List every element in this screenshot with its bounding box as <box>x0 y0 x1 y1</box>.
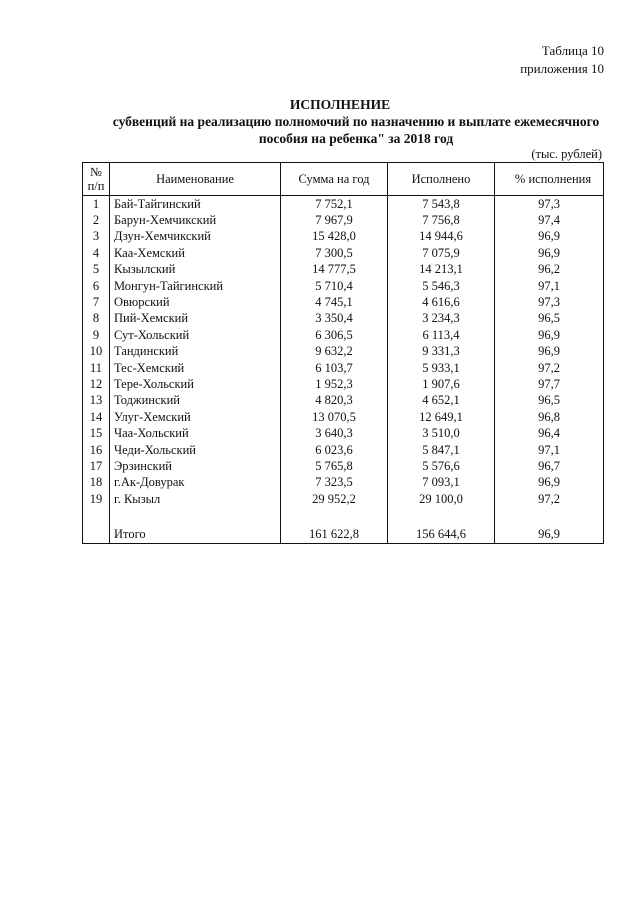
row-number: 8 <box>83 311 110 327</box>
table-row <box>83 393 604 409</box>
row-name: Монгун-Тайгинский <box>110 278 281 294</box>
table-row <box>83 409 604 425</box>
row-name: Барун-Хемчикский <box>110 212 281 228</box>
table-header-row <box>83 163 604 196</box>
total-name: Итого <box>110 525 281 544</box>
row-percent: 96,9 <box>495 327 604 343</box>
table-row <box>83 425 604 441</box>
row-number: 4 <box>83 245 110 261</box>
row-name: Бай-Тайгинский <box>110 196 281 213</box>
row-percent: 96,5 <box>495 393 604 409</box>
row-number: 10 <box>83 344 110 360</box>
table-row <box>83 458 604 474</box>
row-percent: 96,5 <box>495 311 604 327</box>
row-percent: 97,2 <box>495 491 604 507</box>
row-number: 13 <box>83 393 110 409</box>
row-sum: 7 752,1 <box>281 196 388 213</box>
row-executed: 7 093,1 <box>388 475 495 491</box>
row-number: 3 <box>83 229 110 245</box>
table-row <box>83 212 604 228</box>
document-subtitle-line2: пособия на ребенка" за 2018 год <box>258 131 454 146</box>
spacer-cell <box>110 507 281 525</box>
row-sum: 14 777,5 <box>281 262 388 278</box>
table-row <box>83 278 604 294</box>
row-executed: 7 075,9 <box>388 245 495 261</box>
row-executed: 14 213,1 <box>388 262 495 278</box>
row-name: Тоджинский <box>110 393 281 409</box>
total-percent: 96,9 <box>495 525 604 544</box>
row-name: Овюрский <box>110 294 281 310</box>
table-body <box>83 196 604 544</box>
row-percent: 96,9 <box>495 475 604 491</box>
row-executed: 6 113,4 <box>388 327 495 343</box>
row-name: Тес-Хемский <box>110 360 281 376</box>
header-number <box>83 163 110 196</box>
row-sum: 6 103,7 <box>281 360 388 376</box>
row-number: 14 <box>83 409 110 425</box>
row-executed: 5 933,1 <box>388 360 495 376</box>
row-executed: 3 510,0 <box>388 425 495 441</box>
row-name: Тере-Хольский <box>110 376 281 392</box>
row-name: г. Кызыл <box>110 491 281 507</box>
row-sum: 5 710,4 <box>281 278 388 294</box>
row-number: 19 <box>83 491 110 507</box>
execution-table <box>82 162 604 544</box>
table-row <box>83 229 604 245</box>
row-sum: 6 023,6 <box>281 442 388 458</box>
total-executed: 156 644,6 <box>388 525 495 544</box>
row-sum: 7 967,9 <box>281 212 388 228</box>
row-percent: 96,2 <box>495 262 604 278</box>
row-executed: 4 652,1 <box>388 393 495 409</box>
row-executed: 5 847,1 <box>388 442 495 458</box>
row-percent: 96,4 <box>495 425 604 441</box>
row-name: Эрзинский <box>110 458 281 474</box>
row-sum: 7 300,5 <box>281 245 388 261</box>
spacer-cell <box>495 507 604 525</box>
row-name: Кызылский <box>110 262 281 278</box>
row-percent: 96,8 <box>495 409 604 425</box>
table-row <box>83 475 604 491</box>
row-sum: 13 070,5 <box>281 409 388 425</box>
row-percent: 96,7 <box>495 458 604 474</box>
row-executed: 3 234,3 <box>388 311 495 327</box>
row-number: 12 <box>83 376 110 392</box>
table-row <box>83 442 604 458</box>
row-number: 5 <box>83 262 110 278</box>
document-title: ИСПОЛНЕНИЕ <box>289 97 391 112</box>
total-number <box>83 525 110 544</box>
header-sum: Сумма на год <box>281 163 388 196</box>
table-row <box>83 311 604 327</box>
row-number: 1 <box>83 196 110 213</box>
row-executed: 12 649,1 <box>388 409 495 425</box>
table-reference: Таблица 10 <box>541 43 604 58</box>
row-name: Улуг-Хемский <box>110 409 281 425</box>
row-sum: 5 765,8 <box>281 458 388 474</box>
row-name: Чеди-Хольский <box>110 442 281 458</box>
row-sum: 7 323,5 <box>281 475 388 491</box>
spacer-cell <box>388 507 495 525</box>
row-number: 16 <box>83 442 110 458</box>
total-row <box>83 525 604 544</box>
row-sum: 4 820,3 <box>281 393 388 409</box>
row-sum: 3 640,3 <box>281 425 388 441</box>
row-name: Каа-Хемский <box>110 245 281 261</box>
row-sum: 29 952,2 <box>281 491 388 507</box>
row-sum: 4 745,1 <box>281 294 388 310</box>
header-name: Наименование <box>110 163 281 196</box>
row-percent: 97,2 <box>495 360 604 376</box>
table-row <box>83 294 604 310</box>
header-number-abbr: п/п <box>87 179 105 193</box>
header-executed: Исполнено <box>388 163 495 196</box>
row-number: 17 <box>83 458 110 474</box>
row-executed: 9 331,3 <box>388 344 495 360</box>
row-executed: 5 576,6 <box>388 458 495 474</box>
table-row <box>83 245 604 261</box>
spacer-row <box>83 507 604 525</box>
row-sum: 15 428,0 <box>281 229 388 245</box>
row-name: Тандинский <box>110 344 281 360</box>
table-row <box>83 360 604 376</box>
row-sum: 9 632,2 <box>281 344 388 360</box>
row-name: Сут-Хольский <box>110 327 281 343</box>
row-name: Пий-Хемский <box>110 311 281 327</box>
row-sum: 6 306,5 <box>281 327 388 343</box>
row-name: г.Ак-Довурак <box>110 475 281 491</box>
row-percent: 97,1 <box>495 278 604 294</box>
row-executed: 5 546,3 <box>388 278 495 294</box>
table-row <box>83 491 604 507</box>
row-number: 15 <box>83 425 110 441</box>
row-number: 18 <box>83 475 110 491</box>
row-executed: 29 100,0 <box>388 491 495 507</box>
row-executed: 1 907,6 <box>388 376 495 392</box>
table-row <box>83 376 604 392</box>
table-row <box>83 196 604 213</box>
row-executed: 14 944,6 <box>388 229 495 245</box>
table-row <box>83 262 604 278</box>
header-number-symbol: № <box>90 165 102 179</box>
table-row <box>83 344 604 360</box>
document-subtitle-line1: субвенций на реализацию полномочий по назначению и выплате ежемесячного <box>112 114 600 129</box>
row-percent: 96,9 <box>495 344 604 360</box>
row-name: Дзун-Хемчикский <box>110 229 281 245</box>
unit-label: (тыс. рублей) <box>531 147 602 161</box>
row-percent: 97,1 <box>495 442 604 458</box>
table-row <box>83 327 604 343</box>
row-number: 7 <box>83 294 110 310</box>
row-sum: 3 350,4 <box>281 311 388 327</box>
row-executed: 4 616,6 <box>388 294 495 310</box>
row-percent: 97,7 <box>495 376 604 392</box>
row-percent: 96,9 <box>495 229 604 245</box>
row-executed: 7 543,8 <box>388 196 495 213</box>
spacer-cell <box>83 507 110 525</box>
header-percent: % исполнения <box>495 163 604 196</box>
row-number: 2 <box>83 212 110 228</box>
row-percent: 97,3 <box>495 294 604 310</box>
row-percent: 97,3 <box>495 196 604 213</box>
row-number: 9 <box>83 327 110 343</box>
row-executed: 7 756,8 <box>388 212 495 228</box>
row-number: 6 <box>83 278 110 294</box>
row-number: 11 <box>83 360 110 376</box>
spacer-cell <box>281 507 388 525</box>
row-percent: 96,9 <box>495 245 604 261</box>
row-sum: 1 952,3 <box>281 376 388 392</box>
appendix-reference: приложения 10 <box>520 61 604 76</box>
row-percent: 97,4 <box>495 212 604 228</box>
total-sum: 161 622,8 <box>281 525 388 544</box>
row-name: Чаа-Хольский <box>110 425 281 441</box>
